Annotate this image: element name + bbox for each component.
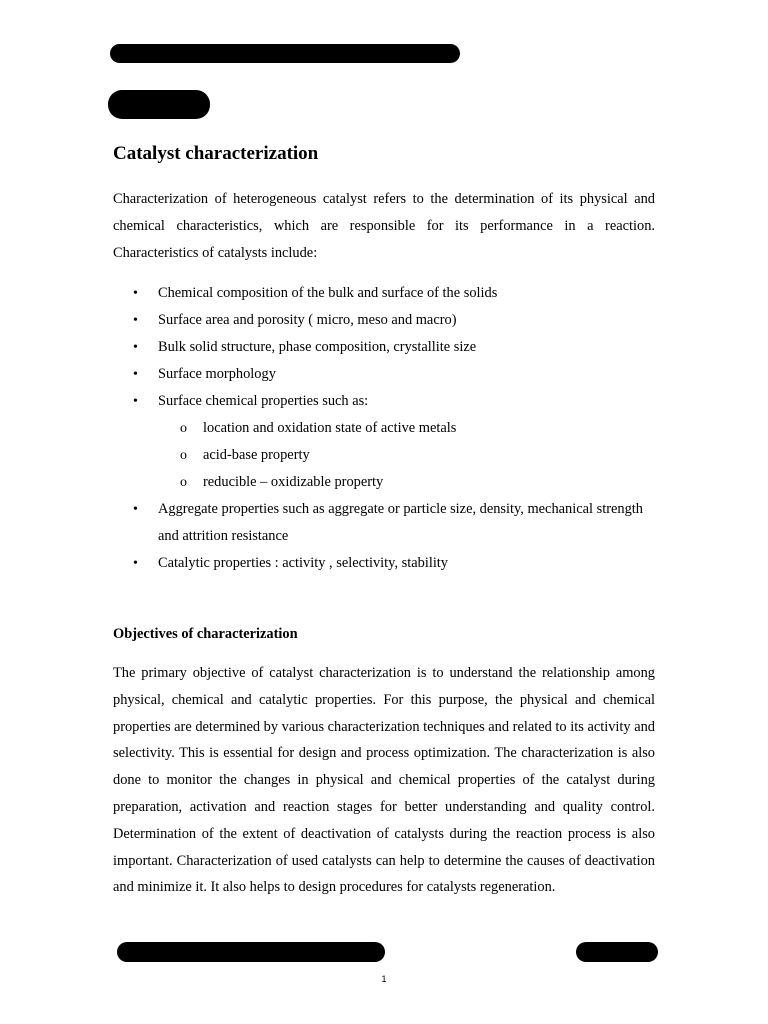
redacted-label xyxy=(108,90,210,119)
page-number: 1 xyxy=(381,974,387,984)
bullet-icon: • xyxy=(133,556,138,571)
list-item: • Aggregate properties such as aggregate or particle size, density, mechanical strength and attrition resistance xyxy=(113,496,655,550)
bullet-icon: • xyxy=(133,286,138,301)
redacted-footer-label xyxy=(576,942,658,962)
bullet-icon: • xyxy=(133,502,138,517)
surface-chemical-sublist xyxy=(158,415,655,496)
circle-bullet-icon: o xyxy=(180,475,187,490)
characteristics-list xyxy=(113,280,655,577)
redacted-header-line xyxy=(110,44,460,63)
intro-paragraph: Characterization of heterogeneous catalyst refers to the determination of its physical and chemical characteristics, which are responsible for its performance in a reaction. Characteristics of catalysts include: xyxy=(113,191,655,261)
list-item: • Surface morphology xyxy=(113,361,655,388)
circle-bullet-icon: o xyxy=(180,448,187,463)
list-item: • Chemical composition of the bulk and surface of the solids xyxy=(113,280,655,307)
sub-list-item: o location and oxidation state of active metals xyxy=(158,415,655,442)
sub-list-item: o reducible – oxidizable property xyxy=(158,469,655,496)
list-item: • Surface chemical properties such as: o location and oxidation state of active metals o acid-base property o reducible – oxidizable property xyxy=(113,388,655,496)
list-item: • Surface area and porosity ( micro, meso and macro) xyxy=(113,307,655,334)
objectives-paragraph: The primary objective of catalyst characterization is to understand the relationship among physical, chemical and catalytic properties. For this purpose, the physical and chemical properties are determined by various characterization techniques and related to its activity and selectivity. This is essential for design and process optimization. The characterization is also done to monitor the changes in physical and chemical properties of the catalyst during preparation, activation and reaction stages for better understanding and quality control. Determination of the extent of deactivation of catalysts during the reaction process is also important. Characterization of used catalysts can help to determine the causes of deactivation and minimize it. It also helps to design procedures for catalysts regeneration. xyxy=(113,665,655,896)
sub-list-item: o acid-base property xyxy=(158,442,655,469)
redacted-footer-text xyxy=(117,942,385,962)
circle-bullet-icon: o xyxy=(180,421,187,436)
bullet-icon: • xyxy=(133,394,138,409)
bullet-icon: • xyxy=(133,340,138,355)
bullet-icon: • xyxy=(133,313,138,328)
list-item: • Catalytic properties : activity , selectivity, stability xyxy=(113,550,655,577)
page-title: Catalyst characterization xyxy=(113,143,319,164)
bullet-icon: • xyxy=(133,367,138,382)
list-item: • Bulk solid structure, phase composition, crystallite size xyxy=(113,334,655,361)
objectives-heading: Objectives of characterization xyxy=(113,626,298,642)
